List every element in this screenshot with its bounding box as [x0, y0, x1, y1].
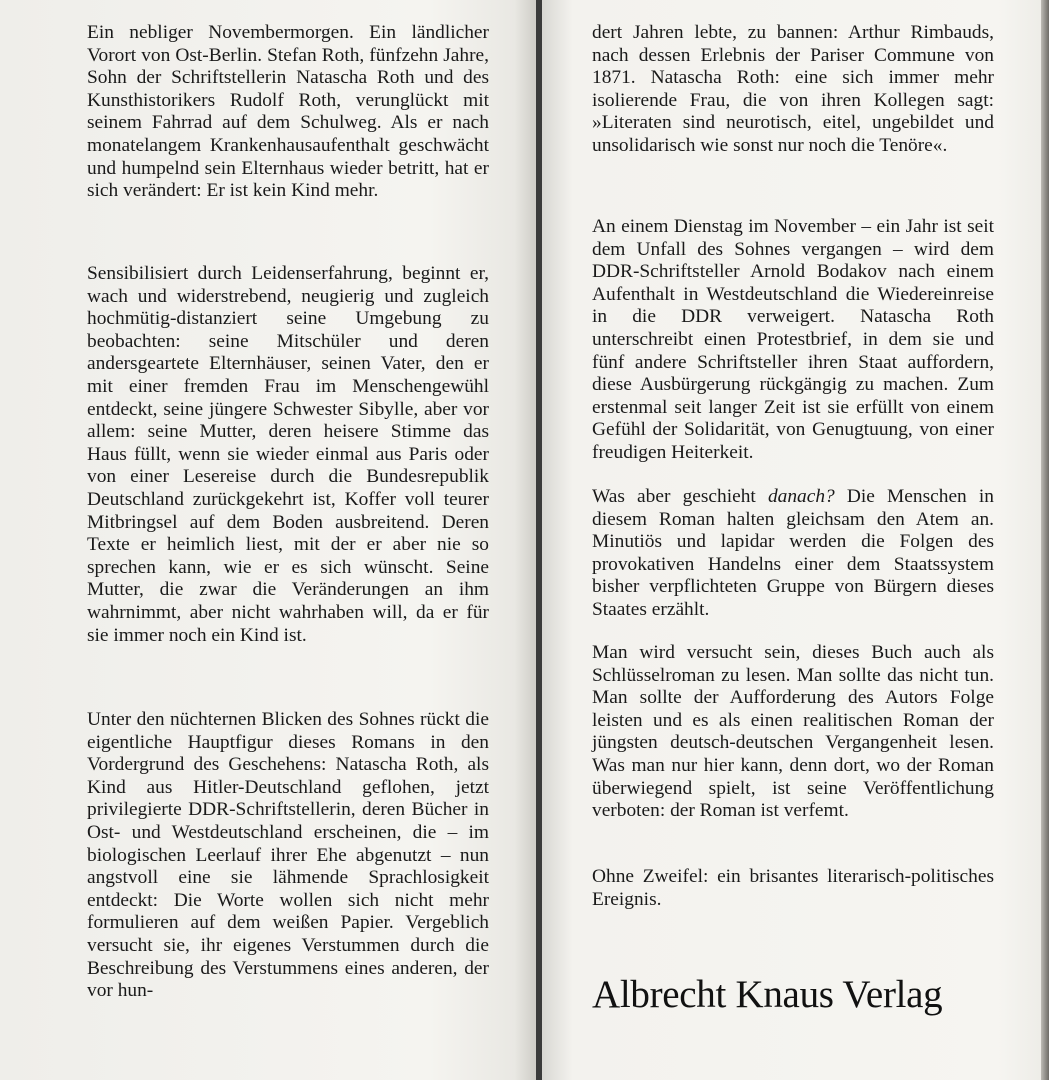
- paragraph-text: Ohne Zweifel: ein brisantes literarisch-politisches Ereignis.: [592, 866, 994, 910]
- page-edge: [1041, 0, 1049, 1080]
- left-paragraph-3: [87, 709, 489, 1003]
- paragraph-text: Ein nebliger Novembermorgen. Ein ländlicher Vorort von Ost-Berlin. Stefan Roth, fünfzehn Jahre, Sohn der Schriftstellerin Natascha Roth und des Kunsthistorikers Rudolf Roth, verunglückt mit seinem Fahrrad auf dem Schulweg. Als er nach monatelangem Krankenhausaufenthalt geschwächt und humpelnd sein Elternhaus wieder betritt, hat er sich verändert: Er ist kein Kind mehr.: [87, 22, 489, 202]
- paragraph-text: dert Jahren lebte, zu bannen: Arthur Rimbauds, nach dessen Erlebnis der Pariser Commune von 1871. Natascha Roth: eine sich immer mehr isolierende Frau, die von ihren Kollegen sagt: »Literaten sind neurotisch, eitel, ungebildet und unsolidarisch wie sonst nur noch die Tenöre«.: [592, 22, 994, 156]
- paragraph-text: Man wird versucht sein, dieses Buch auch als Schlüsselroman zu lesen. Man sollte das nicht tun. Man sollte der Aufforderung des Autors Folge leisten und es als einen realitischen Roman der jüngsten deutsch-deutschen Vergangenheit lesen. Was man nur hier kann, denn dort, wo der Roman überwiegend spielt, ist seine Veröffentlichung verboten: der Roman ist verfemt.: [592, 642, 994, 822]
- paragraph-text: Was aber geschieht danach? Die Menschen in diesem Roman halten gleichsam den Atem an. Minutiös und lapidar werden die Folgen des provokativen Handelns einer dem Staatssystem bisher verpflichteten Gruppe von Bürgern dieses Staates erzählt.: [592, 486, 994, 620]
- right-paragraph-4: [592, 642, 994, 823]
- right-paragraph-2: [592, 216, 994, 465]
- right-paragraph-1: [592, 22, 994, 158]
- publisher-name: Albrecht Knaus Verlag: [592, 973, 943, 1016]
- paragraph-text: Sensibilisiert durch Leidenserfahrung, beginnt er, wach und widerstrebend, neugierig und zugleich hochmütig-distanziert seine Umgebung zu beobachten: seine Mitschüler und deren andersgeartete Elternhäuser, seinen Vater, den er mit einer fremden Frau im Menschengewühl entdeckt, seine jüngere Schwester Sibylle, aber vor allem: seine Mutter, deren heisere Stimme das Haus füllt, wenn sie wieder einmal aus Paris oder von einer Lesereise durch die Bundesrepublik Deutschland zurückgekehrt ist, Koffer voll teurer Mitbringsel auf dem Boden ausbreitend. Deren Texte er heimlich liest, mit der er aber nie so sprechen kann, wie er es sich wünscht. Seine Mutter, die zwar die Veränderungen an ihm wahrnimmt, aber nicht wahrhaben will, da er für sie immer noch ein Kind ist.: [87, 263, 489, 646]
- left-paragraph-1: [87, 22, 489, 203]
- right-paragraph-5: [592, 866, 994, 911]
- left-paragraph-2: [87, 263, 489, 647]
- right-page: [542, 0, 1049, 1080]
- emphasis-text: danach?: [767, 486, 835, 507]
- paragraph-text: Unter den nüchternen Blicken des Sohnes rückt die eigentliche Hauptfigur dieses Romans in den Vordergrund des Geschehens: Natascha Roth, als Kind aus Hitler-Deutschland geflohen, jetzt privilegierte DDR-Schriftstellerin, deren Bücher in Ost- und Westdeutschland erscheinen, die – im biologischen Leerlauf ihrer Ehe abgenutzt – nun angstvoll eine sie lähmende Sprachlosigkeit entdeckt: Die Worte wollen sich nicht mehr formulieren auf dem weißen Papier. Vergeblich versucht sie, ihr eigenes Verstummen durch die Beschreibung des Verstummens eines anderen, der vor hun-: [87, 709, 489, 1002]
- right-paragraph-3: [592, 486, 994, 622]
- paragraph-text: An einem Dienstag im November – ein Jahr ist seit dem Unfall des Sohnes vergangen – wird dem DDR-Schriftsteller Arnold Bodakov nach einem Aufenthalt in Westdeutschland die Wiedereinreise in die DDR verweigert. Natascha Roth unterschreibt einen Protestbrief, in dem sie und fünf andere Schriftsteller ihren Staat auffordern, diese Ausbürgerung rückgängig zu machen. Zum erstenmal seit langer Zeit ist sie erfüllt von einem Gefühl der Solidarität, von Genugtuung, von einer freudigen Heiterkeit.: [592, 216, 994, 463]
